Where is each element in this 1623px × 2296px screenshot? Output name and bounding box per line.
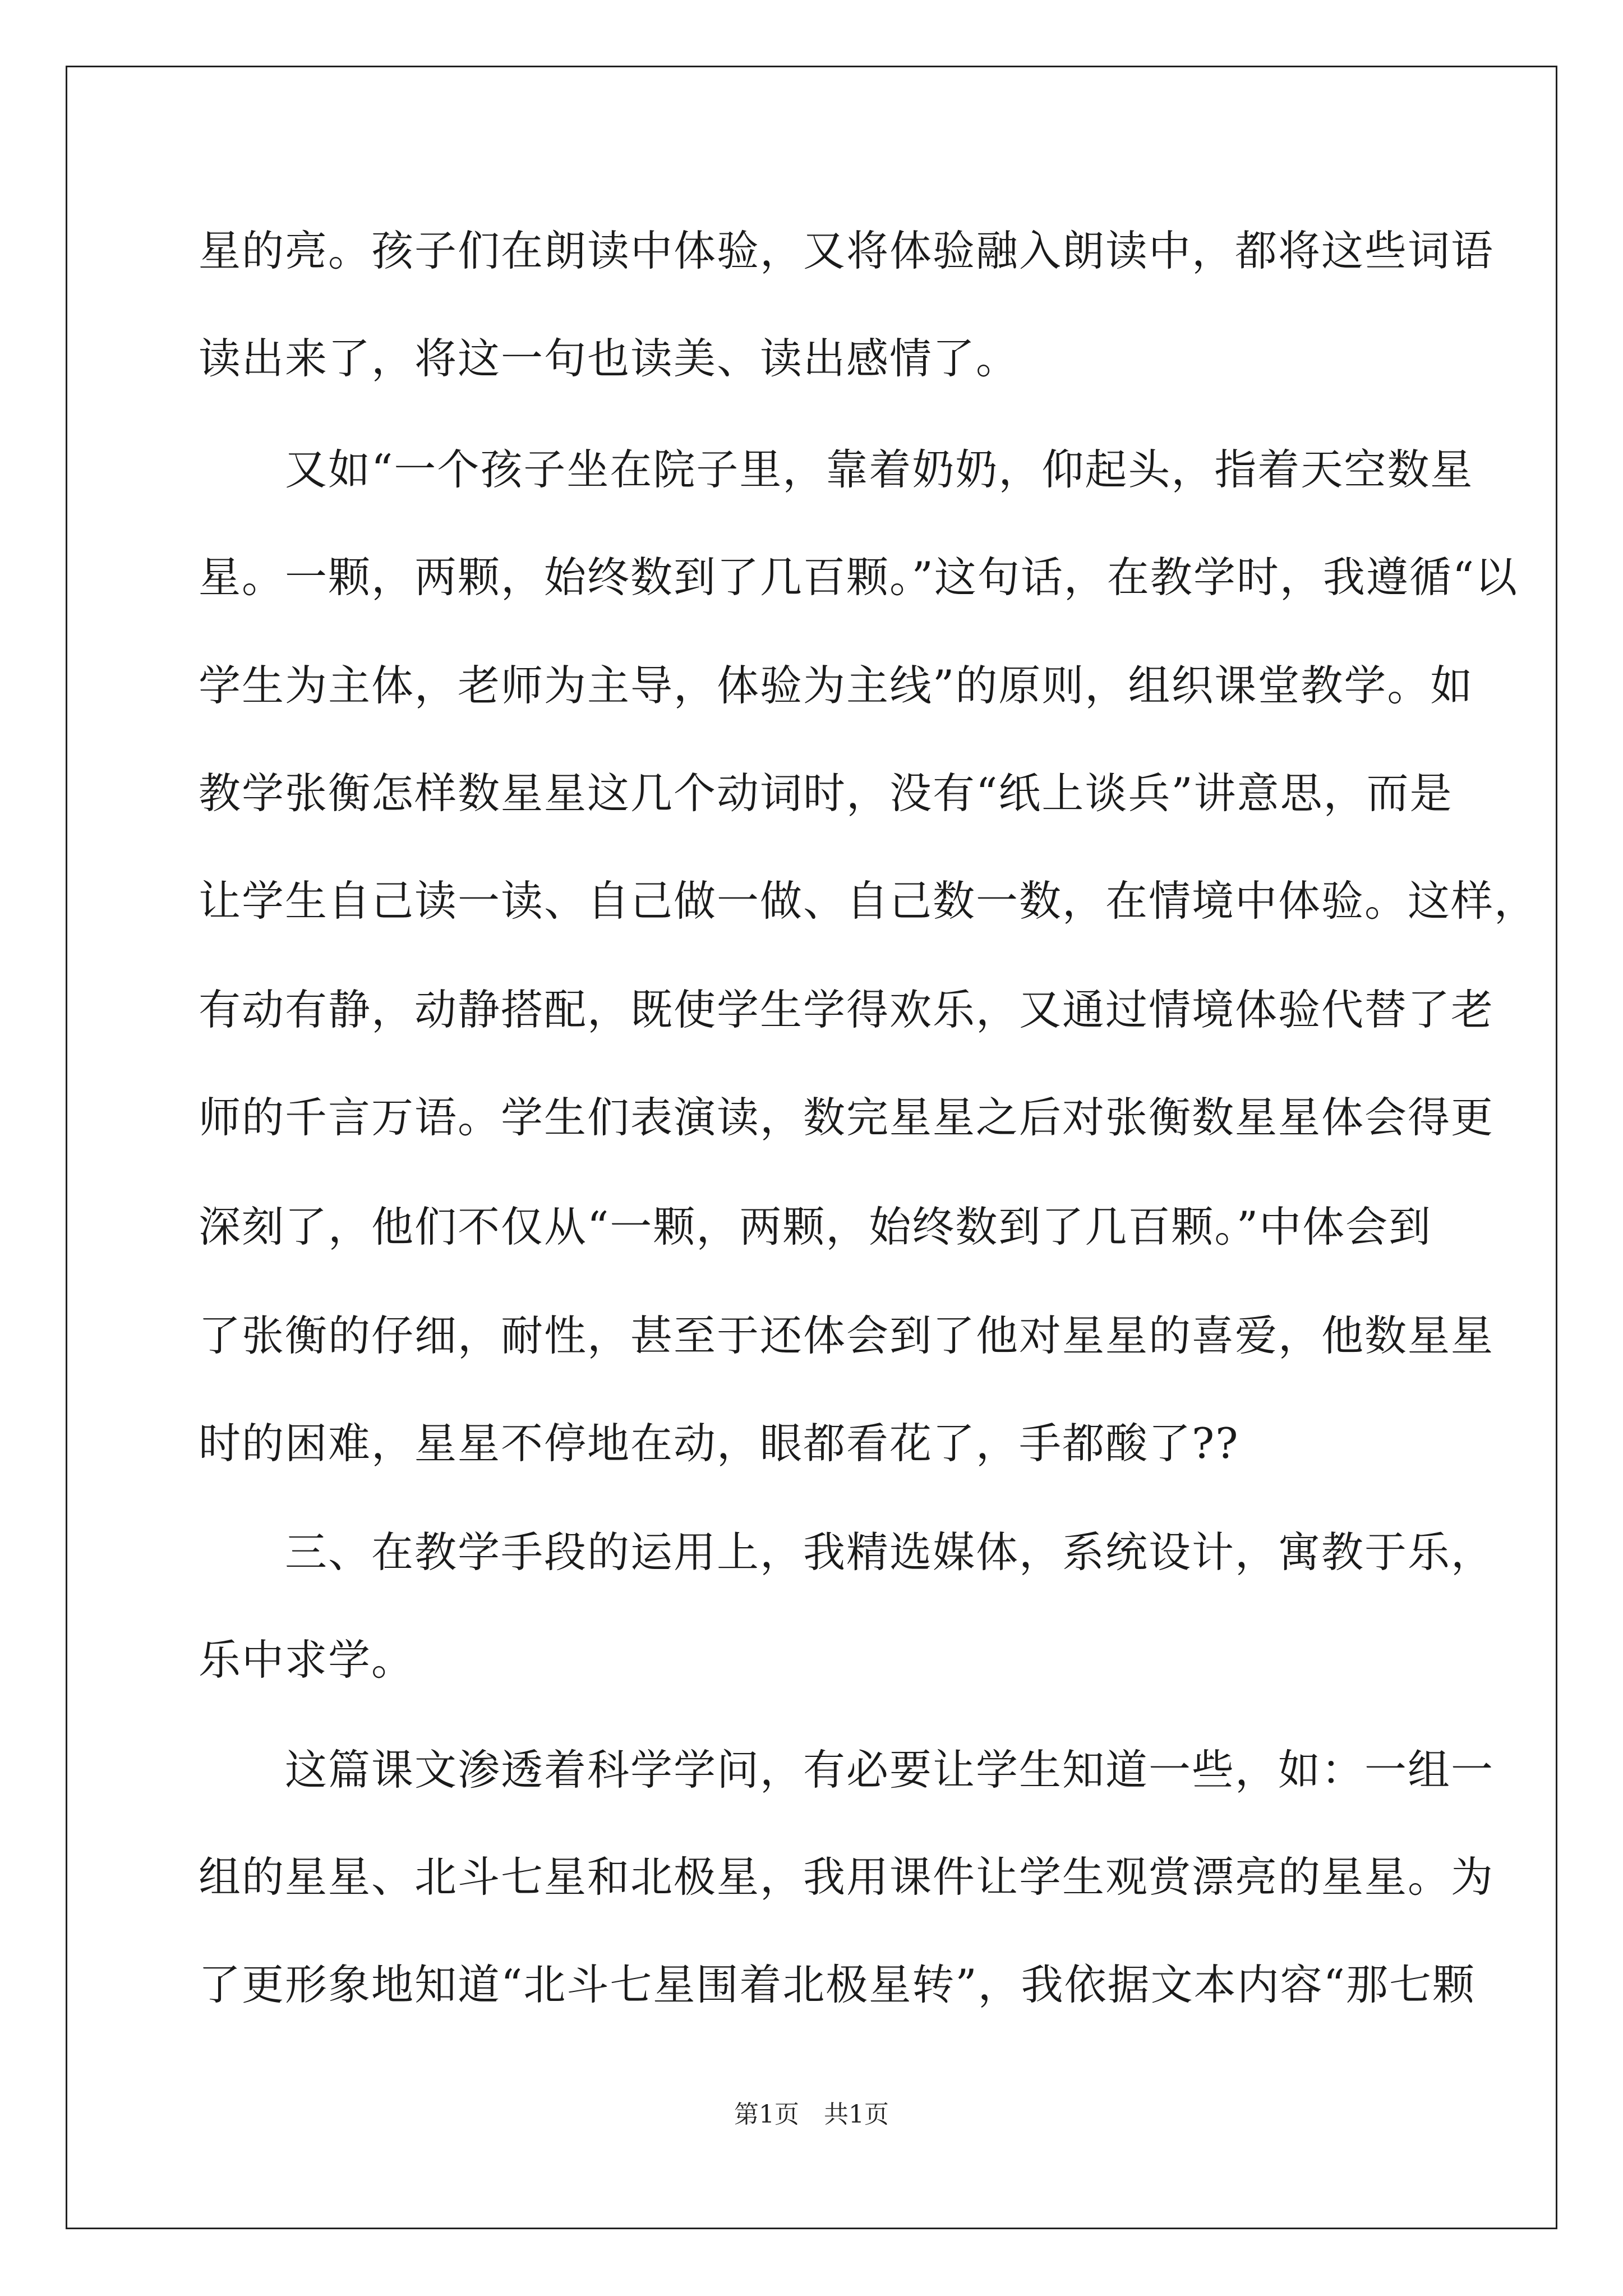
page-footer [0, 2098, 1623, 2132]
text-line: 学生为主体，老师为主导，体验为主线”的原则，组织课堂教学。如 [199, 661, 1474, 710]
text-line: 又如“一个孩子坐在院子里，靠着奶奶，仰起头，指着天空数星 [199, 445, 1474, 494]
text-line: 乐中求学。 [199, 1635, 415, 1685]
page-number: 第1页 [734, 2100, 799, 2129]
text-line: 让学生自己读一读、自己做一做、自己数一数，在情境中体验。这样， [199, 876, 1538, 926]
text-line: 星的亮。孩子们在朗读中体验，又将体验融入朗读中，都将这些词语 [199, 226, 1495, 275]
text-line: 了更形象地知道“北斗七星围着北极星转”，我依据文本内容“那七颗 [199, 1960, 1476, 2009]
text-line: 深刻了，他们不仅从“一颗，两颗，始终数到了几百颗。”中体会到 [199, 1202, 1432, 1251]
text-line: 组的星星、北斗七星和北极星，我用课件让学生观赏漂亮的星星。为 [199, 1852, 1495, 1902]
text-line: 师的千言万语。学生们表演读，数完星星之后对张衡数星星体会得更 [199, 1093, 1495, 1142]
text-line: 教学张衡怎样数星星这几个动词时，没有“纸上谈兵”讲意思，而是 [199, 769, 1453, 818]
text-line: 星。一颗，两颗，始终数到了几百颗。”这句话，在教学时，我遵循“以 [199, 553, 1519, 602]
page-total: 共1页 [824, 2100, 889, 2129]
text-line: 三、在教学手段的运用上，我精选媒体，系统设计，寓教于乐， [199, 1527, 1495, 1577]
text-line: 有动有静，动静搭配，既使学生学得欢乐，又通过情境体验代替了老 [199, 985, 1495, 1034]
text-line: 读出来了，将这一句也读美、读出感情了。 [199, 334, 1020, 383]
text-line: 时的困难，星星不停地在动，眼都看花了，手都酸了?? [199, 1419, 1239, 1468]
text-line: 这篇课文渗透着科学学问，有必要让学生知道一些，如：一组一 [199, 1745, 1495, 1795]
text-line: 了张衡的仔细，耐性，甚至于还体会到了他对星星的喜爱，他数星星 [199, 1311, 1495, 1360]
